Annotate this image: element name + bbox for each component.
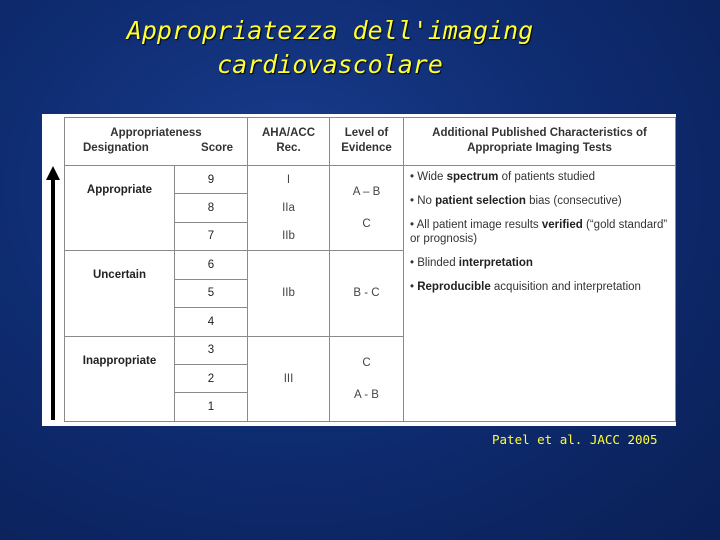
evidence-appropriate [330, 165, 404, 250]
list-item: • All patient image results verified (“gold standard” or prognosis) [410, 218, 668, 245]
slide-title [60, 14, 600, 82]
appropriateness-table [64, 117, 676, 422]
evidence-value: C [362, 356, 371, 369]
score-cell: 9 [175, 165, 248, 193]
header-score: Score [201, 142, 233, 155]
score-cell: 2 [175, 364, 248, 392]
score-cell: 7 [175, 222, 248, 250]
title-line-1: Appropriatezza dell'imaging [126, 16, 534, 45]
characteristics-cell [404, 165, 676, 421]
group-uncertain: Uncertain [65, 251, 175, 336]
evidence-inappropriate [330, 336, 404, 422]
rec-value: IIb [282, 230, 295, 243]
up-arrow-icon [46, 166, 60, 420]
list-item: • Blinded interpretation [410, 256, 533, 269]
table-header-row [65, 118, 676, 166]
list-item: • No patient selection bias (consecutive) [410, 194, 622, 207]
header-level-of-evidence: Level of Evidence [330, 118, 404, 166]
evidence-value: A – B [352, 185, 381, 198]
score-cell: 8 [175, 194, 248, 222]
rec-inappropriate: III [248, 336, 330, 422]
title-line-2: cardiovascolare [217, 50, 443, 79]
list-item: • Reproducible acquisition and interpretation [410, 280, 641, 293]
rec-value: I [286, 173, 291, 186]
table-row [65, 165, 676, 193]
evidence-value: C [362, 218, 371, 230]
score-cell: 5 [175, 279, 248, 307]
score-cell: 1 [175, 393, 248, 422]
citation: Patel et al. JACC 2005 [492, 432, 658, 447]
header-designation: Designation [83, 142, 149, 155]
list-item: • Wide spectrum of patients studied [410, 170, 595, 183]
group-appropriate: Appropriate [65, 165, 175, 250]
score-cell: 6 [175, 251, 248, 279]
rec-uncertain: IIb [248, 251, 330, 336]
evidence-value: A - B [354, 388, 379, 401]
rec-value: IIa [282, 201, 295, 214]
header-characteristics: Additional Published Characteristics of Appropriate Imaging Tests [404, 118, 676, 166]
evidence-uncertain: B - C [330, 251, 404, 336]
score-cell: 4 [175, 308, 248, 336]
header-appropriateness: Appropriateness Designation Score [65, 118, 248, 166]
group-inappropriate: Inappropriate [65, 336, 175, 422]
score-cell: 3 [175, 336, 248, 364]
rec-appropriate [248, 165, 330, 250]
header-aha-acc: AHA/ACC Rec. [248, 118, 330, 166]
